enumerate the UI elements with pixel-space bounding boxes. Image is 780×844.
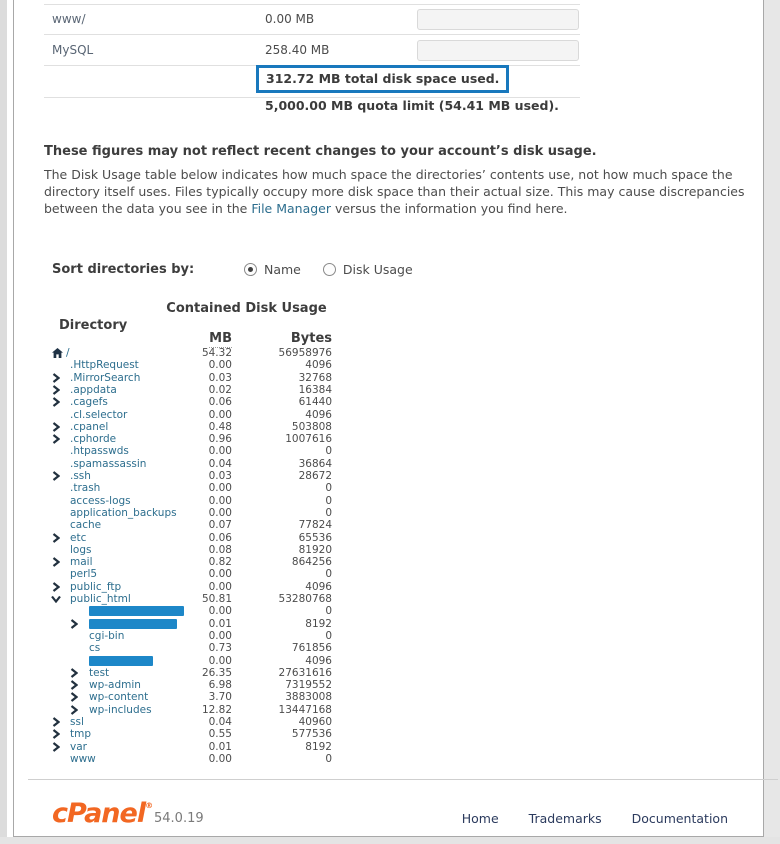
directory-link[interactable]: .trash bbox=[70, 482, 101, 495]
table-row bbox=[44, 372, 344, 384]
table-row bbox=[44, 728, 344, 740]
total-disk-space-highlight: 312.72 MB total disk space used. bbox=[256, 65, 509, 93]
redacted-directory-name[interactable] bbox=[89, 656, 153, 666]
mb-value: 0.04 bbox=[208, 716, 232, 728]
mb-value: 0.00 bbox=[208, 568, 232, 581]
directory-link[interactable]: test bbox=[89, 666, 110, 679]
directory-link[interactable]: .cl.selector bbox=[70, 408, 128, 421]
table-row bbox=[44, 630, 344, 642]
directory-link[interactable]: cache bbox=[70, 519, 102, 532]
sort-option-name[interactable] bbox=[244, 262, 301, 277]
mb-value: 0.55 bbox=[208, 728, 232, 741]
bytes-value: 0 bbox=[325, 494, 332, 507]
table-row bbox=[44, 384, 344, 396]
bytes-value: 0 bbox=[325, 752, 332, 765]
disk-usage-notice-heading: These figures may not reflect recent changes to your account’s disk usage. bbox=[44, 144, 597, 159]
chevron-right-icon[interactable] bbox=[52, 385, 62, 395]
mb-value: 6.98 bbox=[208, 679, 232, 692]
bytes-value: 4096 bbox=[305, 654, 332, 667]
mb-value: 0.00 bbox=[208, 482, 232, 495]
table-row bbox=[44, 691, 344, 703]
directory-link[interactable]: etc bbox=[70, 531, 87, 544]
mb-value: 0.07 bbox=[208, 519, 232, 532]
directory-link[interactable]: wp-includes bbox=[89, 703, 152, 716]
footer-link-documentation[interactable]: Documentation bbox=[631, 811, 728, 826]
chevron-right-icon[interactable] bbox=[52, 434, 62, 444]
chevron-right-icon[interactable] bbox=[70, 668, 80, 678]
mb-value: 12.82 bbox=[201, 703, 232, 716]
mb-value: 0.00 bbox=[208, 752, 232, 765]
directory-link[interactable]: .appdata bbox=[70, 383, 117, 396]
directory-link[interactable]: public_ftp bbox=[70, 580, 122, 593]
footer-divider bbox=[28, 779, 778, 780]
mb-value: 0.00 bbox=[208, 580, 232, 593]
directory-link[interactable]: .cpanel bbox=[70, 420, 109, 433]
bytes-value: 4096 bbox=[305, 359, 332, 372]
usage-row-value: 258.40 MB bbox=[265, 43, 330, 57]
radio-option-label: Disk Usage bbox=[342, 262, 413, 277]
usage-row-label: MySQL bbox=[52, 43, 94, 57]
bytes-value: 0 bbox=[325, 506, 332, 519]
directory-link[interactable]: tmp bbox=[70, 728, 92, 741]
bytes-value: 28672 bbox=[298, 470, 332, 482]
contained-disk-usage-header: Contained Disk Usage bbox=[166, 301, 327, 316]
table-row bbox=[44, 556, 344, 568]
chevron-right-icon[interactable] bbox=[52, 422, 62, 432]
footer-link-trademarks[interactable]: Trademarks bbox=[528, 811, 602, 826]
table-row bbox=[44, 532, 344, 544]
table-row bbox=[44, 679, 344, 691]
table-row bbox=[44, 519, 344, 531]
mb-column-header: MB bbox=[209, 331, 232, 346]
usage-bar bbox=[417, 40, 579, 61]
mb-value: 3.70 bbox=[208, 691, 232, 704]
table-row bbox=[44, 482, 344, 494]
table-row bbox=[44, 568, 344, 580]
bytes-value: 0 bbox=[325, 445, 332, 458]
directory-link[interactable]: access-logs bbox=[70, 494, 131, 507]
footer-link-home[interactable]: Home bbox=[461, 811, 499, 826]
mb-value: 0.48 bbox=[208, 420, 232, 433]
mb-value: 0.00 bbox=[208, 629, 232, 642]
mb-value: 0.96 bbox=[208, 433, 232, 446]
mb-value: 0.03 bbox=[208, 470, 232, 482]
mb-value: 54.32 bbox=[201, 347, 232, 359]
directory-link[interactable]: var bbox=[70, 740, 87, 753]
directory-link[interactable]: .HttpRequest bbox=[70, 359, 139, 372]
bytes-value: 81920 bbox=[298, 543, 332, 556]
bytes-value: 0 bbox=[325, 482, 332, 495]
usage-summary-row bbox=[44, 35, 580, 65]
quota-limit-text: 5,000.00 MB quota limit (54.41 MB used). bbox=[265, 98, 559, 113]
directory-link[interactable]: .cagefs bbox=[70, 396, 108, 409]
usage-summary-row bbox=[44, 4, 580, 34]
mb-value: 26.35 bbox=[201, 666, 232, 679]
mb-value: 0.00 bbox=[208, 605, 232, 618]
bytes-column-header: Bytes bbox=[290, 331, 332, 346]
table-row bbox=[44, 581, 344, 593]
table-row bbox=[44, 655, 344, 667]
bytes-value: 8192 bbox=[305, 617, 332, 630]
table-row bbox=[44, 618, 344, 630]
chevron-right-icon[interactable] bbox=[52, 557, 62, 567]
directory-link[interactable]: .cphorde bbox=[70, 433, 117, 446]
table-row bbox=[44, 470, 344, 482]
bytes-value: 864256 bbox=[291, 556, 332, 569]
chevron-down-icon[interactable] bbox=[51, 595, 61, 605]
usage-row-label: www/ bbox=[52, 12, 86, 26]
file-manager-link[interactable]: File Manager bbox=[251, 201, 331, 216]
table-row bbox=[44, 544, 344, 556]
mb-value: 0.00 bbox=[208, 359, 232, 372]
bytes-value: 3883008 bbox=[285, 691, 332, 704]
bytes-value: 577536 bbox=[291, 728, 332, 741]
mb-value: 0.73 bbox=[208, 642, 232, 655]
footer-links bbox=[462, 811, 728, 826]
bytes-value: 8192 bbox=[305, 740, 332, 753]
directory-link[interactable]: wp-content bbox=[89, 691, 149, 704]
table-row bbox=[44, 458, 344, 470]
directory-column-header: Directory bbox=[59, 318, 128, 333]
bytes-value: 53280768 bbox=[278, 593, 332, 605]
bytes-value: 0 bbox=[325, 629, 332, 642]
directory-link[interactable]: / bbox=[66, 347, 70, 359]
bytes-value: 4096 bbox=[305, 580, 332, 593]
table-row bbox=[44, 347, 344, 359]
directory-link[interactable]: .MirrorSearch bbox=[70, 371, 141, 384]
mb-value: 0.03 bbox=[208, 371, 232, 384]
bytes-value: 7319552 bbox=[285, 679, 332, 692]
directory-link[interactable]: www bbox=[70, 752, 96, 765]
content-panel bbox=[13, 0, 764, 837]
bytes-value: 0 bbox=[325, 605, 332, 618]
directory-link[interactable]: .spamassassin bbox=[70, 457, 147, 470]
notice-text-before-link: The Disk Usage table below indicates how much space the directories’ contents use, not how much space the directory itself uses. Files typically occupy more disk space than their actual size. This may cause discrepancies between the data you see in the bbox=[44, 167, 745, 216]
table-row bbox=[44, 642, 344, 654]
registered-trademark-icon: ® bbox=[145, 801, 154, 810]
table-row bbox=[44, 445, 344, 457]
bytes-value: 4096 bbox=[305, 408, 332, 421]
mb-value: 0.82 bbox=[208, 556, 232, 569]
chevron-right-icon[interactable] bbox=[52, 397, 62, 407]
bytes-value: 761856 bbox=[291, 642, 332, 655]
mb-value: 0.00 bbox=[208, 506, 232, 519]
directory-link[interactable]: perl5 bbox=[70, 568, 98, 581]
directory-link[interactable]: public_html bbox=[70, 593, 131, 605]
chevron-right-icon[interactable] bbox=[52, 373, 62, 383]
bytes-value: 77824 bbox=[298, 519, 332, 532]
mb-value: 0.08 bbox=[208, 543, 232, 556]
bytes-value: 40960 bbox=[298, 716, 332, 728]
directory-link[interactable]: application_backups bbox=[70, 506, 177, 519]
directory-link[interactable]: .htpasswds bbox=[70, 445, 129, 458]
chevron-right-icon[interactable] bbox=[52, 471, 62, 481]
table-row bbox=[44, 409, 344, 421]
table-row bbox=[44, 495, 344, 507]
mb-value: 0.00 bbox=[208, 408, 232, 421]
table-row bbox=[44, 507, 344, 519]
bytes-value: 65536 bbox=[298, 531, 332, 544]
window-edge-strip-bottom bbox=[0, 837, 780, 844]
mb-value: 0.00 bbox=[208, 494, 232, 507]
table-row bbox=[44, 421, 344, 433]
table-row bbox=[44, 753, 344, 765]
chevron-right-icon[interactable] bbox=[70, 692, 80, 702]
bytes-value: 56958976 bbox=[278, 347, 332, 359]
notice-text-after-link: versus the information you find here. bbox=[331, 201, 568, 216]
radio-button-icon[interactable] bbox=[244, 263, 257, 276]
chevron-right-icon[interactable] bbox=[52, 533, 62, 543]
table-row bbox=[44, 433, 344, 445]
directory-link[interactable]: cs bbox=[89, 642, 101, 655]
table-row bbox=[44, 704, 344, 716]
disk-usage-notice-body bbox=[44, 166, 760, 217]
bytes-value: 1007616 bbox=[285, 433, 332, 446]
mb-value: 0.04 bbox=[208, 457, 232, 470]
table-row bbox=[44, 667, 344, 679]
chevron-right-icon[interactable] bbox=[70, 705, 80, 715]
cpanel-version: 54.0.19 bbox=[154, 811, 204, 826]
mb-value: 0.02 bbox=[208, 383, 232, 396]
bytes-value: 0 bbox=[325, 568, 332, 581]
sort-options-group bbox=[244, 262, 413, 277]
mb-value: 0.01 bbox=[208, 740, 232, 753]
sort-directories-label: Sort directories by: bbox=[52, 262, 195, 277]
radio-option-label: Name bbox=[264, 262, 301, 277]
mb-value: 0.06 bbox=[208, 396, 232, 409]
chevron-right-icon[interactable] bbox=[52, 717, 62, 727]
cpanel-logo: cPanel® bbox=[52, 798, 154, 829]
bytes-value: 61440 bbox=[298, 396, 332, 409]
chevron-right-icon[interactable] bbox=[52, 729, 62, 739]
directory-link[interactable]: logs bbox=[70, 543, 92, 556]
directory-link[interactable]: mail bbox=[70, 556, 93, 569]
chevron-right-icon[interactable] bbox=[70, 619, 80, 629]
table-row bbox=[44, 396, 344, 408]
mb-value: 0.01 bbox=[208, 617, 232, 630]
table-row bbox=[44, 741, 344, 753]
radio-button-icon[interactable] bbox=[323, 263, 336, 276]
table-row bbox=[44, 359, 344, 371]
mb-value: 0.06 bbox=[208, 531, 232, 544]
bytes-value: 16384 bbox=[298, 383, 332, 396]
mb-value: 50.81 bbox=[201, 593, 232, 605]
directory-link[interactable]: .ssh bbox=[70, 470, 91, 482]
chevron-right-icon[interactable] bbox=[52, 742, 62, 752]
bytes-value: 32768 bbox=[298, 371, 332, 384]
mb-value: 0.00 bbox=[208, 654, 232, 667]
table-row bbox=[44, 593, 344, 605]
chevron-right-icon[interactable] bbox=[70, 680, 80, 690]
usage-row-value: 0.00 MB bbox=[265, 12, 315, 26]
bytes-value: 27631616 bbox=[278, 666, 332, 679]
table-row bbox=[44, 605, 344, 617]
bytes-value: 36864 bbox=[298, 457, 332, 470]
table-row bbox=[44, 716, 344, 728]
usage-bar bbox=[417, 9, 579, 30]
directory-link[interactable]: cgi-bin bbox=[89, 629, 125, 642]
chevron-right-icon[interactable] bbox=[52, 582, 62, 592]
window-edge-strip bbox=[0, 0, 7, 844]
bytes-value: 13447168 bbox=[278, 703, 332, 716]
bytes-value: 503808 bbox=[291, 420, 332, 433]
mb-value: 0.00 bbox=[208, 445, 232, 458]
directory-link[interactable]: ssl bbox=[70, 716, 84, 728]
sort-option-disk-usage[interactable] bbox=[323, 262, 413, 277]
directory-link[interactable]: wp-admin bbox=[89, 679, 141, 692]
